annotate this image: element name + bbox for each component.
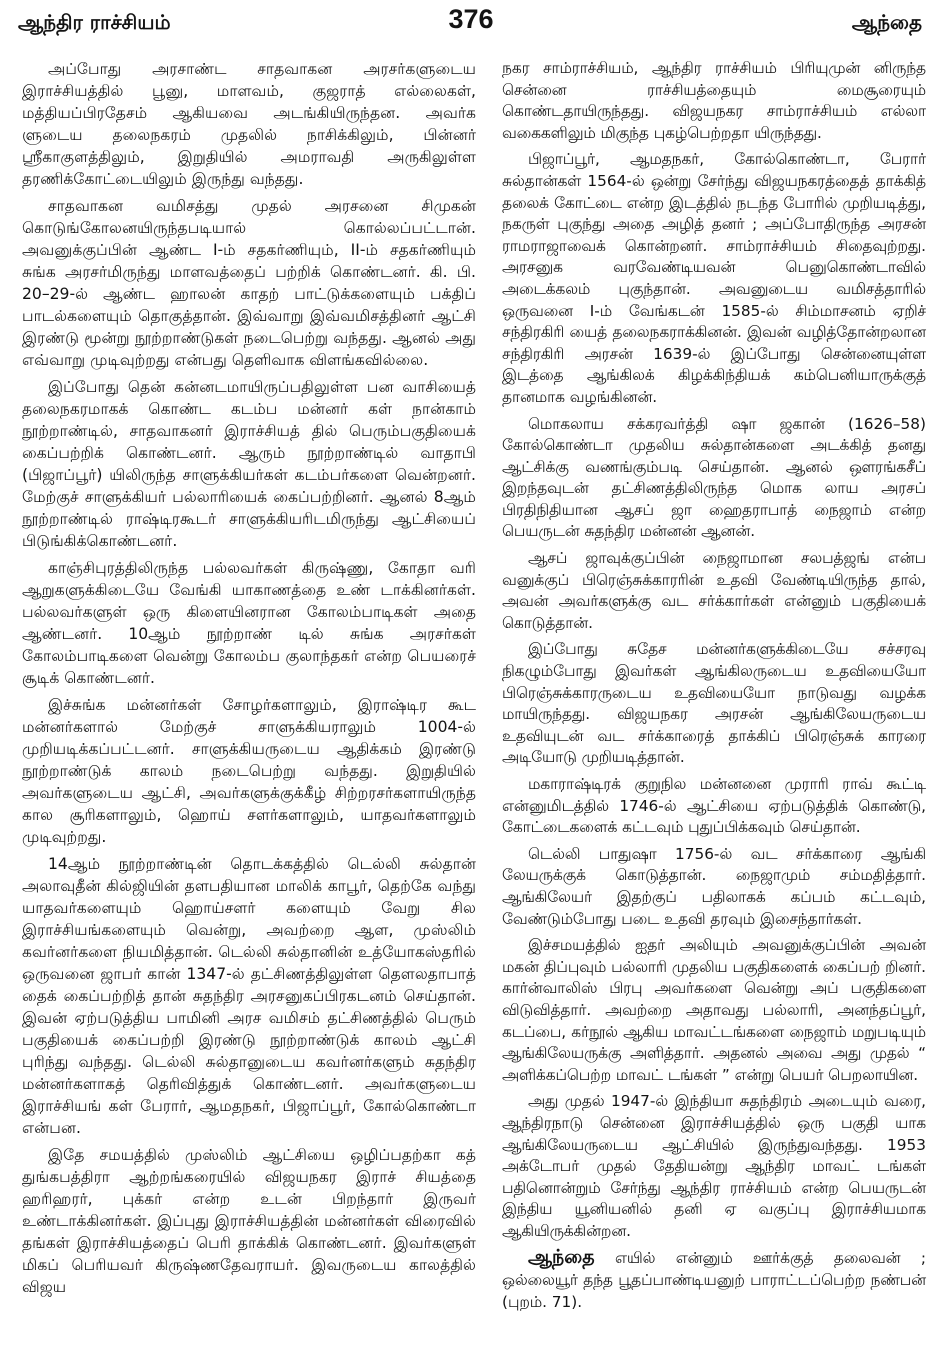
paragraph: இதே சமயத்தில் முஸ்லிம் ஆட்சியை ஒழிப்பதற்கா கத் துங்கபத்திரா ஆற்றங்கரையில் விஜயநகர இராச் சியத்தை ஹரிஹரர், புக்கர் என்ற உடன் பிறந்தார் இருவர் உண்டாக்கினர்கள். இப்புது இராச்சியத்தின் மன்னர்கள் விரைவில் தங்கள் இராச்சியத்தைப் பெரி தாக்கிக் கொண்டனர். இவர்களுள் மிகப் பெரியவர் கிருஷ்ணதேவராயர். இவருடைய காலத்தில் விஜய — [22, 1146, 476, 1296]
running-head-right: ஆந்தை — [851, 10, 922, 34]
paragraph: மகாராஷ்டிரக் குறுநில மன்னனை முராரி ராவ் கூட்டி என்னுமிடத்தில் 1746-ல் ஆட்சியை ஏற்படுத்திக் கொண்டு, கோட்டைகளைக் கட்டவும் புதுப்பிக்கவும் செய்தான். — [502, 775, 926, 837]
paragraph: அப்போது அரசாண்ட சாதவாகன அரசர்களுடைய இராச்சியத்தில் பூனு, மாளவம், குஜராத் எல்லைகள், மத்தியப்பிரதேசம் ஆகியவை அடங்கியிருந்தன. அவர்க ளுடைய தலைநகரம் முதலில் நாசிக்கிலும், பின்னர் ஸ்ரீகாகுளத்திலும், இறுதியில் அமராவதி அருகிலுள்ள தரணிக்கோட்டையிலும் இருந்து வந்தது. — [22, 60, 476, 188]
encyclopedia-entry — [502, 1247, 926, 1313]
entry-text: எயில் என்னும் ஊர்க்குத் தலைவன் ; ஒல்லையூர் தந்த பூதப்பாண்டியனுற் பாராட்டப்பெற்ற நண்பன் (புறம். 71). — [502, 1249, 926, 1311]
running-head-left: ஆந்திர ராச்சியம் — [18, 10, 171, 34]
entry-headword: ஆந்தை — [528, 1246, 595, 1269]
paragraph: காஞ்சிபுரத்திலிருந்த பல்லவர்கள் கிருஷ்ணு, கோதா வரி ஆறுகளுக்கிடையே வேங்கி யாகாணத்தை உண் டாக்கினர்கள். பல்லவர்களுள் ஒரு கிளையினரான கோலம்பாடிகள் அதை ஆண்டனர். 10ஆம் நூற்றாண் டில் சுங்க அரசர்கள் கோலம்பாடிகளை வென்று கோலம்ப குலாந்தகர் என்ற பெயரைச் சூடிக் கொண்டனர். — [22, 559, 476, 687]
page-number: 376 — [448, 4, 494, 34]
paragraph: சாதவாகன வமிசத்து முதல் அரசனை சிமுகன் கொடுங்கோலனயிருந்தபடியால் கொல்லப்பட்டான். அவனுக்குப்பின் ஆண்ட I-ம் சதகர்ணியும், II-ம் சதகர்ணியும் சுங்க அரசர்மிருந்து மாளவத்தைப் பற்றிக் கொண்டனர். கி. பி. 20–29-ல் ஆண்ட ஹாலன் காதற் பாட்டுக்களையும் பக்திப் பாடல்களையும் தொகுத்தான். இவ்வாறு இவ்வமிசத்தினர் ஆட்சி இரண்டு மூன்று நூற்றாண்டுகள் நடைபெற்று வந்தது. ஆனல் அது எவ்வாறு முடிவுற்றது என்பது தெளிவாக விளங்கவில்லை. — [22, 197, 476, 369]
paragraph: டெல்லி பாதுஷா 1756-ல் வட சர்க்காரை ஆங்கி லேயருக்குக் கொடுத்தான். நைஜாமும் சம்மதித்தார். ஆங்கிலேயர் இதற்குப் பதிலாகக் கப்பம் கட்டவும், வேண்டும்போது படை உதவி தரவும் இசைந்தார்கள். — [502, 844, 926, 928]
page-header — [0, 0, 942, 44]
paragraph: இச்சமயத்தில் ஐதர் அலியும் அவனுக்குப்பின் அவன் மகன் திப்புவும் பல்லாரி முதலிய பகுதிகளைக் கைப்பற் றினர். கார்ன்வாலிஸ் பிரபு அவர்களை வென்று அப் பகுதிகளை விடுவித்தார். அவற்றை அதாவது பல்லாரி, அனந்தப்பூர், கடப்பை, கர்நூல் ஆகிய மாவட்டங்களை நைஜாம் மறுபடியும் ஆங்கிலேயருக்கு அளித்தார். அதனல் அவை அது முதல் “ அளிக்கப்பெற்ற மாவட் டங்கள் ” என்று பெயர் பெறலாயின. — [502, 936, 926, 1084]
paragraph: மொகலாய சக்கரவர்த்தி ஷா ஜகான் (1626–58) கோல்கொண்டா முதலிய சுல்தான்களை அடக்கித் தனது ஆட்சிக்கு வணங்கும்படி செய்தான். ஆனல் ஔரங்கசீப் இறந்தவுடன் தட்சிணத்திலிருந்த மொக லாய அரசப் பிரதிநிதியான ஆசப் ஜா ஹைதராபாத் நைஜாம் என்ற பெயருடன் சுதந்திர மன்னன் ஆனன். — [502, 414, 926, 541]
paragraph: 14ஆம் நூற்றாண்டின் தொடக்கத்தில் டெல்லி சுல்தான் அலாவுதீன் கில்ஜியின் தளபதியான மாலிக் காபூர், தெற்கே வந்து யாதவர்களையும் ஹொய்சளர் களையும் வேறு சில இராச்சியங்களையும் வென்று, அவற்றை ஆள, முஸ்லிம் கவர்னர்களை நியமித்தான். டெல்லி சுல்தானின் உத்யோகஸ்தரில் ஒருவனை ஜாபர் கான் 1347-ல் தட்சிணத்திலுள்ள தௌலதாபாத் தைக் கைப்பற்றித் தான் சுதந்திர அரசனுகப்பிரகடனம் செய்தான். இவன் ஏற்படுத்திய பாமினி அரச வமிசம் தட்சிணத்தில் பெரும் பகுதியைக் கைப்பற்றி இரண்டு நூற்றாண்டுக் காலம் ஆட்சி புரிந்து வந்தது. டெல்லி சுல்தானுடைய கவர்னர்களும் சுதந்திர மன்னர்களாகத் தெரிவித்துக் கொண்டனர். அவர்களுடைய இராச்சியங் கள் பேரார், ஆமதநகர், பிஜாப்பூர், கோல்கொண்டா என்பன. — [22, 855, 476, 1137]
paragraph: இப்போது தென் கன்னடமாயிருப்பதிலுள்ள பன வாசியைத் தலைநகரமாகக் கொண்ட கடம்ப மன்னர் கள் நான்காம் நூற்றாண்டில், சாதவாகனர் இராச்சியத் தில் பெரும்பகுதியைக் கைப்பற்றிக் கொண்டனர். ஆரும் நூற்றாண்டில் வாதாபி (பிஜாப்பூர்) யிலிருந்த சாளுக்கியர்கள் கடம்பர்களை வென்றனர். மேற்குச் சாளுக்கியர் பல்லாரியைக் கைப்பற்றினர். ஆனல் 8ஆம் நூற்றாண்டில் ராஷ்டிரகூடர் சாளுக்கியரிடமிருந்து ஆட்சியைப் பிடுங்கிக்கொண்டனர். — [22, 378, 476, 550]
paragraph: ஆசப் ஜாவுக்குப்பின் நைஜாமான சலபத்ஜங் என்ப வனுக்குப் பிரெஞ்சுக்காரரின் உதவி வேண்டியிருந்த தால், அவன் அவர்களுக்கு வட சர்க்கார்கள் என்னும் பகுதியைக் கொடுத்தான். — [502, 549, 926, 632]
paragraph: நகர சாம்ராச்சியம், ஆந்திர ராச்சியம் பிரியுமுன் னிருந்த சென்னை ராச்சியத்தையும் மைசூரையும் கொண்டதாயிருந்தது. விஜயநகர சாம்ராச்சியம் எல்லா வகைகளிலும் மிகுந்த புகழ்பெற்றதா யிருந்தது. — [502, 59, 926, 142]
right-column — [502, 58, 926, 1318]
left-column — [22, 58, 476, 1303]
paragraph: அது முதல் 1947-ல் இந்தியா சுதந்திரம் அடையும் வரை, ஆந்திரநாடு சென்னை இராச்சியத்தில் ஒரு பகுதி யாக ஆங்கிலேயருடைய ஆட்சியில் இருந்துவந்தது. 1953 அக்டோபர் முதல் தேதியன்று ஆந்திர மாவட் டங்கள் பதினொன்றும் சேர்ந்து ஆந்திர ராச்சியம் என்ற பெயருடன் இந்திய யூனியனில் தனி ஏ வகுப்பு இராச்சியமாக ஆகியிருக்கின்றன. — [502, 1092, 926, 1240]
paragraph: பிஜாப்பூர், ஆமதநகர், கோல்கொண்டா, பேரார் சுல்தான்கள் 1564-ல் ஒன்று சேர்ந்து விஜயநகரத்தைத் தாக்கித் தலைக் கோட்டை என்ற இடத்தில் நடந்த போரில் முறியடித்து, நகருள் புகுந்து அதை அழித் தனர் ; அப்போதிருந்த அரசன் ராமராஜாவைக் கொன்றனர். சாம்ராச்சியம் சிதைவுற்றது. அரசனுக வரவேண்டியவன் பெனுகொண்டாவில் அடைக்கலம் புகுந்தான். அவனுடைய வமிசத்தாரில் ஒருவனை I-ம் வேங்கடன் 1585-ல் சிம்மாசனம் ஏறிச் சந்திரகிரி யைத் தலைநகராக்கினன். இவன் வழித்தோன்றலான சந்திரகிரி அரசன் 1639-ல் இப்போது சென்னையுள்ள இடத்தை ஆங்கிலக் கிழக்கிந்தியக் கம்பெனியாருக்குத் தானமாக வழங்கினன். — [502, 150, 926, 406]
paragraph: இப்போது சுதேச மன்னர்களுக்கிடையே சச்சரவு நிகழும்போது இவர்கள் ஆங்கிலருடைய உதவியையோ பிரெஞ்சுக்காரருடைய உதவியையோ நாடுவது வழக்க மாயிருந்தது. விஜயநகர அரசன் ஆங்கிலேயருடைய உதவியுடன் வட சர்க்காரைத் தாக்கிப் பிரெஞ்சுக் காரரை அடியோடு முறியடித்தான். — [502, 640, 926, 767]
paragraph: இச்சுங்க மன்னர்கள் சோழர்களாலும், இராஷ்டிர கூட மன்னர்களால் மேற்குச் சாளுக்கியராலும் 1004-ல் முறியடிக்கப்பட்டனர். சாளுக்கியருடைய ஆதிக்கம் இரண்டு நூற்றாண்டுக் காலம் நடைபெற்று வந்தது. இறுதியில் அவர்களுடைய ஆட்சி, அவர்களுக்குக்கீழ் சிற்றரசர்களாயிருந்த கால சூரிகளாலும், ஹொய் சளர்களாலும், யாதவர்களாலும் முடிவுற்றது. — [22, 696, 476, 846]
